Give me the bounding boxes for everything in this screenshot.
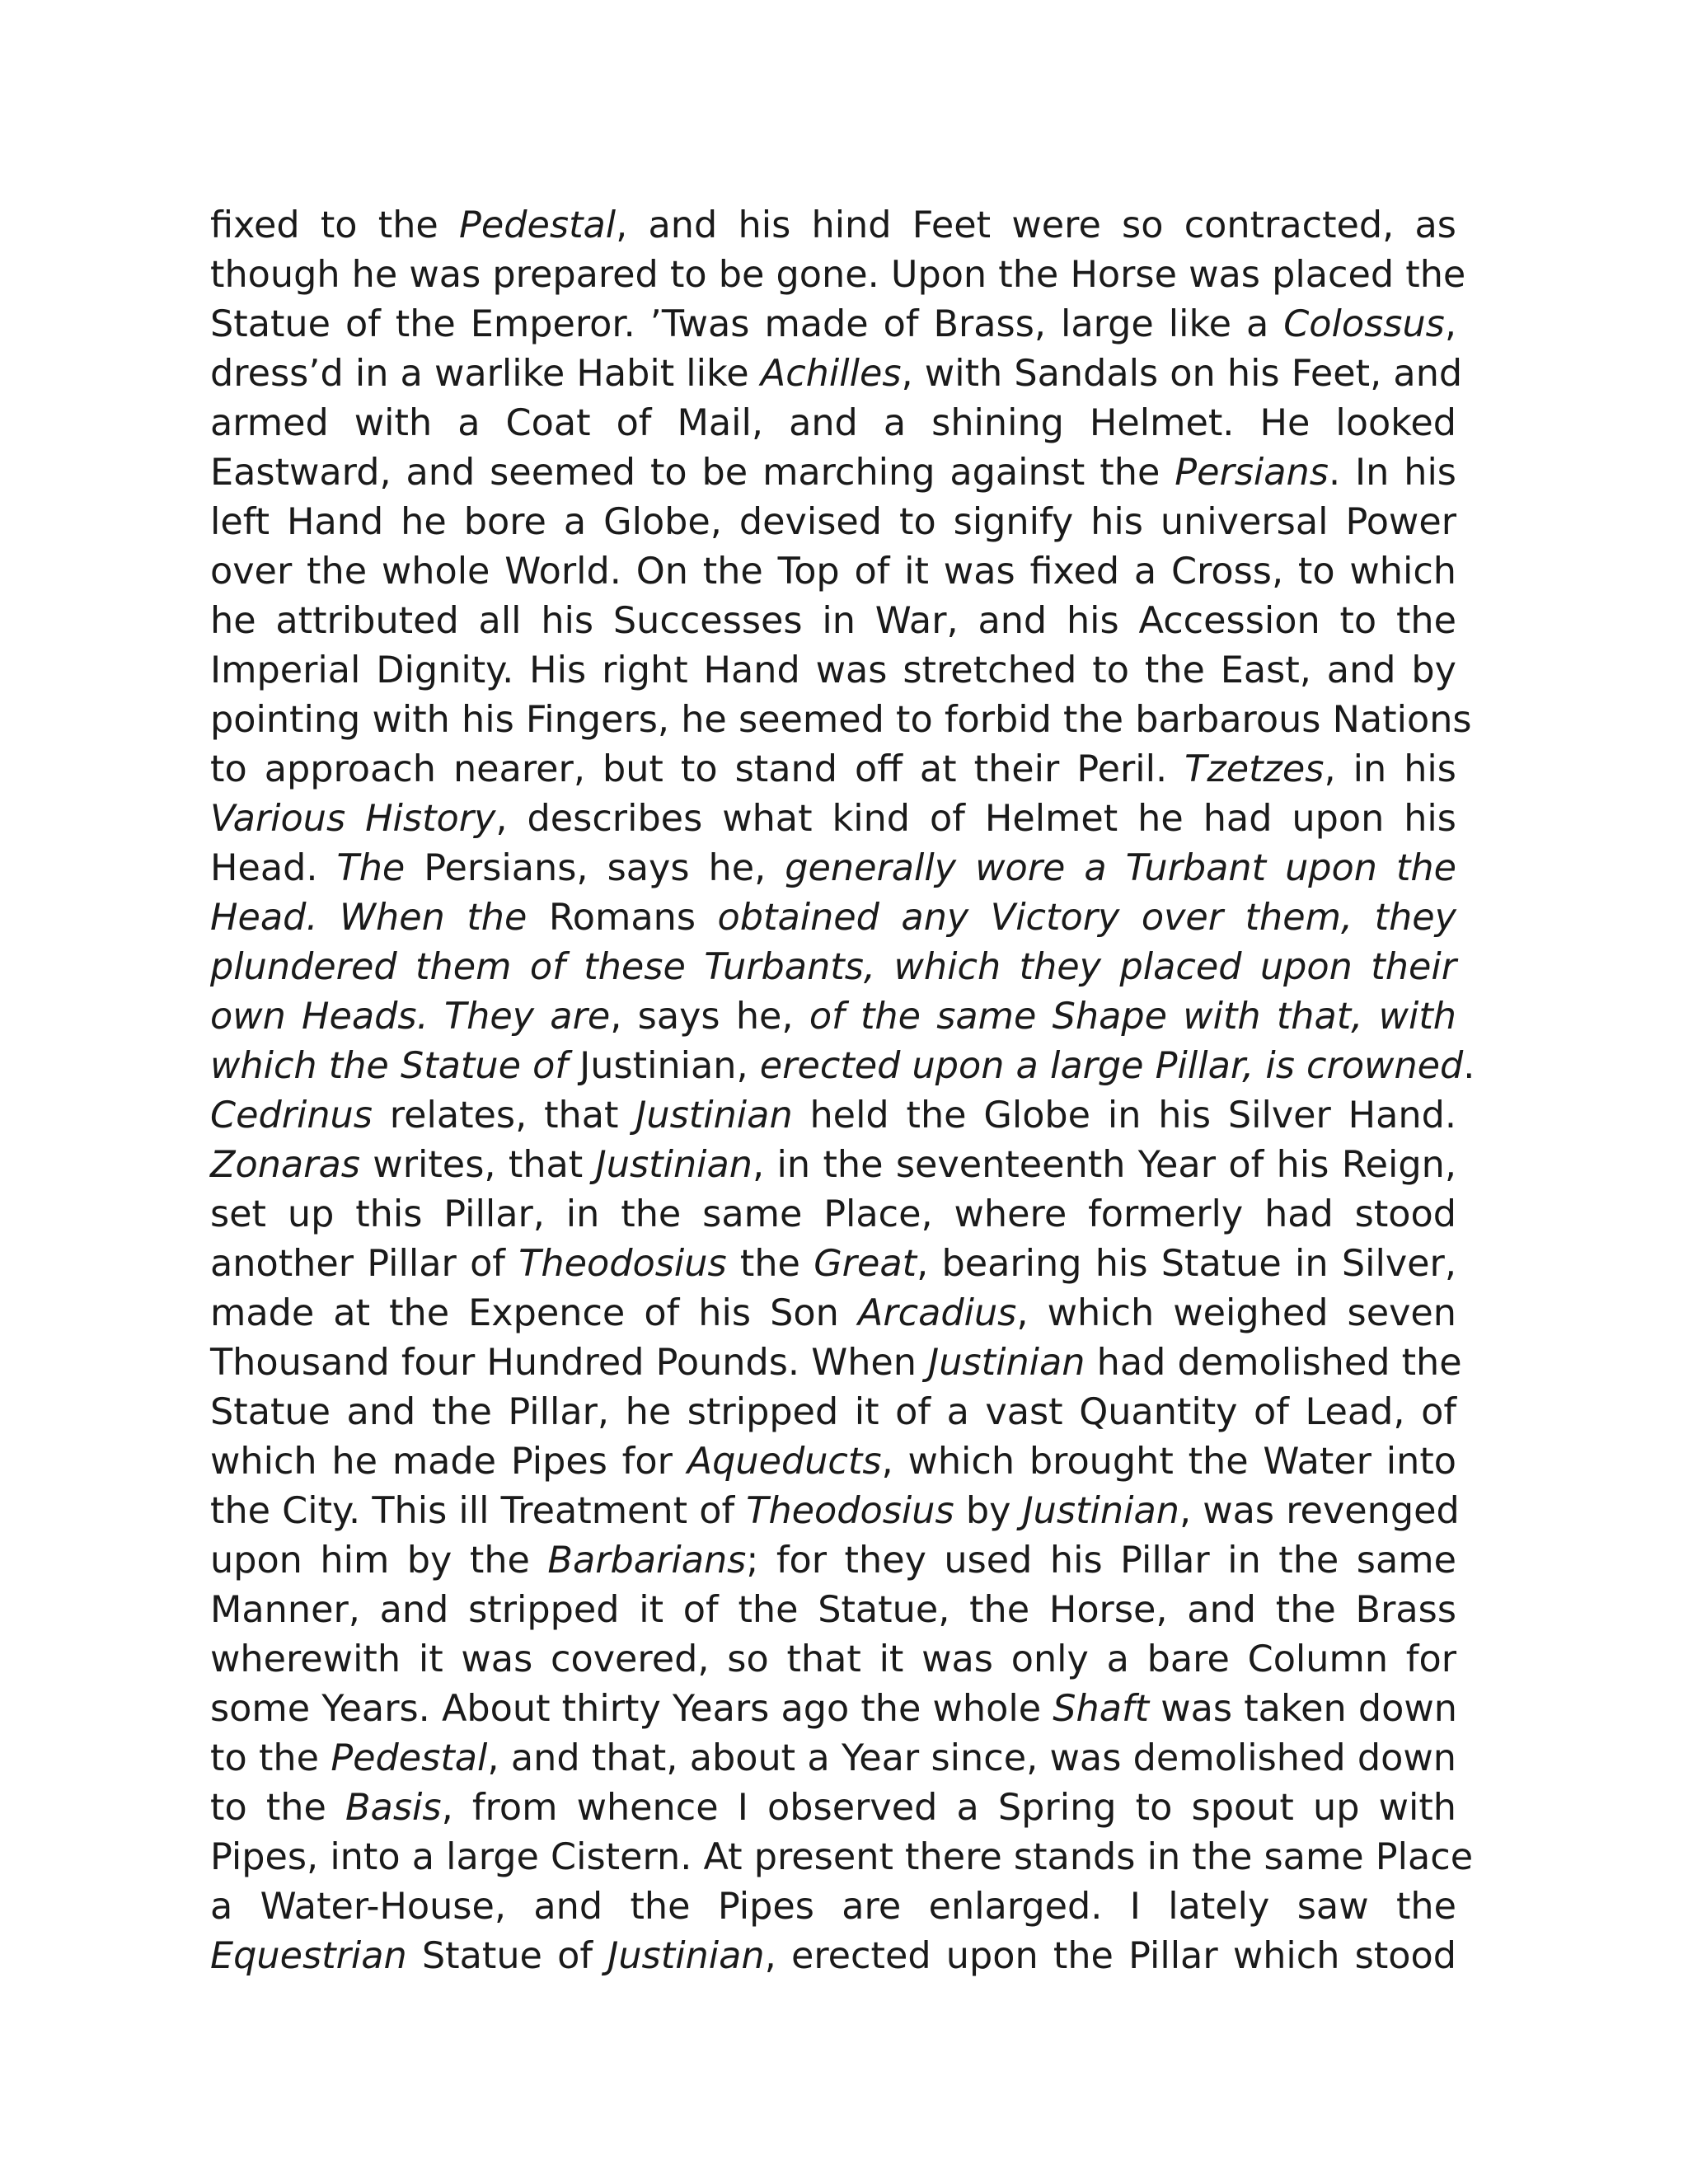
text-run: , in his [1324, 748, 1456, 790]
text-run: , erected upon the Pillar which stood [764, 1935, 1456, 1977]
text-run: Romans [527, 897, 718, 939]
italic-text: which the Statue of [210, 1045, 568, 1087]
text-run: by [954, 1490, 1023, 1532]
text-run: had demolished the [1085, 1342, 1462, 1384]
text-run: Persians, says he, [405, 847, 785, 889]
text-run: a Water-House, and the Pipes are enlarged. I lately saw the [210, 1886, 1456, 1928]
italic-text: Justinian [595, 1144, 753, 1186]
text-line [210, 992, 1456, 1042]
text-line [210, 498, 1456, 547]
italic-text: Equestrian [210, 1935, 407, 1977]
text-run: Manner, and stripped it of the Statue, the Horse, and the Brass [210, 1589, 1456, 1631]
italic-text: Arcadius [857, 1292, 1017, 1334]
text-line [210, 349, 1463, 399]
text-run: , and his hind Feet were so contracted, as [616, 204, 1456, 246]
italic-text: Zonaras [210, 1144, 360, 1186]
italic-text: Achilles [760, 353, 902, 395]
italic-text: Barbarians [547, 1540, 747, 1582]
text-run: , says he, [610, 996, 809, 1038]
text-line [210, 893, 1456, 943]
italic-text: Various History [210, 798, 496, 840]
italic-text: Shaft [1053, 1688, 1150, 1730]
text-run: Eastward, and seemed to be marching against the [210, 452, 1175, 494]
text-run: was taken down [1149, 1688, 1457, 1730]
text-run: , and that, about a Year since, was demolished down [487, 1737, 1456, 1779]
text-run: writes, that [359, 1144, 596, 1186]
text-run: Imperial Dignity. His right Hand was stretched to the East, and by [210, 649, 1456, 691]
text-run: Pipes, into a large Cistern. At present there stands in the same Place [210, 1836, 1474, 1878]
text-line [210, 1338, 1462, 1388]
text-run: over the whole World. On the Top of it was fixed a Cross, to which [210, 551, 1456, 593]
text-line [210, 943, 1456, 992]
text-line [210, 1042, 1475, 1091]
italic-text: own Heads. They are [210, 996, 611, 1038]
italic-text: obtained any Victory over them, they [717, 897, 1456, 939]
text-run: , from whence I observed a Spring to spout up with [441, 1787, 1457, 1829]
text-line [210, 251, 1466, 300]
text-line [210, 1536, 1456, 1586]
text-line [210, 300, 1456, 349]
text-line [210, 1437, 1456, 1487]
text-run: , which weighed seven [1016, 1292, 1457, 1334]
italic-text: The [336, 847, 406, 889]
text-run: to the [210, 1737, 331, 1779]
text-run: relates, that [372, 1094, 636, 1137]
text-line [210, 1487, 1460, 1536]
italic-text: plundered them of these Turbants, which they placed upon their [210, 946, 1456, 988]
text-line [210, 399, 1456, 448]
text-line [210, 696, 1472, 745]
text-run: , was revenged [1179, 1490, 1460, 1532]
italic-text: Great [814, 1243, 917, 1285]
text-line [210, 1586, 1456, 1635]
text-run: left Hand he bore a Globe, devised to signify his universal Power [210, 501, 1456, 543]
text-run: Statue and the Pillar, he stripped it of a vast Quantity of Lead, of [210, 1391, 1456, 1433]
italic-text: Cedrinus [210, 1094, 373, 1137]
text-run: made at the Expence of his Son [210, 1292, 858, 1334]
text-line [210, 201, 1456, 251]
text-line [210, 745, 1456, 794]
text-line [210, 1190, 1456, 1240]
text-line [210, 448, 1456, 498]
text-line [210, 844, 1456, 893]
text-line [210, 1240, 1456, 1289]
text-line [210, 1685, 1456, 1734]
italic-text: Tzetzes [1184, 748, 1325, 790]
text-run: Statue of [406, 1935, 608, 1977]
italic-text: Theodosius [518, 1243, 727, 1285]
text-run: to approach nearer, but to stand off at their Peril. [210, 748, 1185, 790]
italic-text: Justinian [928, 1342, 1085, 1384]
italic-text: Colossus [1283, 303, 1445, 345]
text-line [210, 646, 1456, 696]
text-run: fixed to the [210, 204, 460, 246]
text-run: he attributed all his Successes in War, and his Accession to the [210, 600, 1456, 642]
italic-text: generally wore a Turbant upon the [785, 847, 1456, 889]
text-run: the [726, 1243, 814, 1285]
text-run: the City. This ill Treatment of [210, 1490, 747, 1532]
text-line [210, 1783, 1456, 1833]
text-run: set up this Pillar, in the same Place, where formerly had stood [210, 1193, 1456, 1235]
text-run: . In his [1328, 452, 1456, 494]
italic-text: erected upon a large Pillar, is crowned [759, 1045, 1464, 1087]
italic-text: of the same Shape with that, with [809, 996, 1456, 1038]
text-run: , which brought the Water into [881, 1441, 1457, 1483]
text-run: which he made Pipes for [210, 1441, 687, 1483]
text-run: some Years. About thirty Years ago the whole [210, 1688, 1053, 1730]
text-line [210, 597, 1456, 646]
italic-text: Justinian [1022, 1490, 1179, 1532]
text-run: , in the seventeenth Year of his Reign, [753, 1144, 1457, 1186]
italic-text: Pedestal [459, 204, 617, 246]
text-line [210, 547, 1456, 597]
text-run: , describes what kind of Helmet he had upon his [495, 798, 1456, 840]
italic-text: Pedestal [331, 1737, 488, 1779]
text-line [210, 794, 1456, 844]
text-run: , bearing his Statue in Silver, [917, 1243, 1456, 1285]
text-run: , [1444, 303, 1456, 345]
italic-text: Basis [345, 1787, 442, 1829]
text-run: armed with a Coat of Mail, and a shining Helmet. He looked [210, 402, 1456, 444]
text-line [210, 1932, 1456, 1981]
text-run: to the [210, 1787, 346, 1829]
body-text [210, 201, 1475, 1981]
text-run: upon him by the [210, 1540, 548, 1582]
text-line [210, 1289, 1456, 1338]
italic-text: Justinian [607, 1935, 765, 1977]
text-line [210, 1882, 1456, 1932]
text-run: Statue of the Emperor. ’Twas made of Brass, large like a [210, 303, 1284, 345]
text-line [210, 1141, 1456, 1190]
italic-text: Head. When the [210, 897, 528, 939]
text-run: Justinian, [567, 1045, 760, 1087]
text-run: wherewith it was covered, so that it was only a bare Column for [210, 1638, 1456, 1680]
italic-text: Justinian [635, 1094, 793, 1137]
text-line [210, 1734, 1456, 1783]
text-run: dress’d in a warlike Habit like [210, 353, 761, 395]
text-run: pointing with his Fingers, he seemed to forbid the barbarous Nations [210, 699, 1472, 741]
text-run: held the Globe in his Silver Hand. [792, 1094, 1456, 1137]
text-line [210, 1833, 1474, 1882]
text-run: though he was prepared to be gone. Upon the Horse was placed the [210, 254, 1466, 296]
text-run: Thousand four Hundred Pounds. When [210, 1342, 929, 1384]
text-run: another Pillar of [210, 1243, 519, 1285]
text-run: , with Sandals on his Feet, and [901, 353, 1463, 395]
text-line [210, 1388, 1456, 1437]
text-run: . [1463, 1045, 1475, 1087]
italic-text: Persians [1175, 452, 1329, 494]
text-run: Head. [210, 847, 337, 889]
text-line [210, 1091, 1456, 1141]
text-line [210, 1635, 1456, 1685]
text-run: ; for they used his Pillar in the same [746, 1540, 1456, 1582]
italic-text: Theodosius [746, 1490, 954, 1532]
italic-text: Aqueducts [687, 1441, 882, 1483]
